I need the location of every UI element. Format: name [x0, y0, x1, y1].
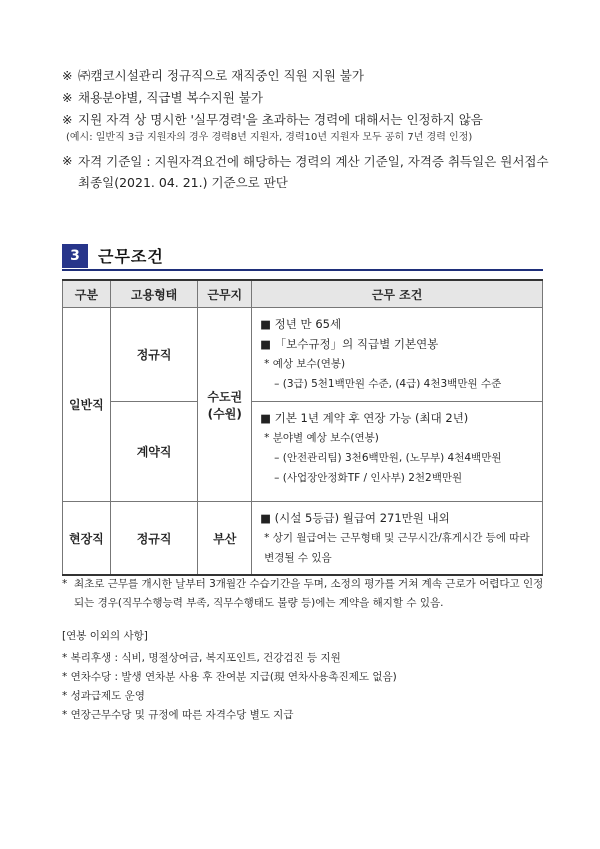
note-mark: ※	[62, 153, 73, 168]
emp-type-regular: 정규직	[110, 308, 198, 402]
note-item	[62, 88, 552, 107]
note-item	[62, 151, 552, 193]
note-text: 자격 기준일 : 지원자격요건에 해당하는 경력의 계산 기준일, 자격증 취득일은 원서접수 최종일(2021. 04. 21.) 기준으로 판단	[78, 154, 549, 190]
table-row	[63, 402, 543, 502]
header-category: 구분	[63, 280, 111, 308]
section-number: 3	[62, 244, 88, 268]
conditions-contract	[252, 402, 543, 502]
note-example-text: (예시: 일반직 3급 지원자의 경우 경력8년 지원자, 경력10년 지원자 모두 공히 7년 경력 인정)	[66, 132, 473, 143]
notes-list	[62, 66, 552, 196]
cond-line: ■ 「보수규정」의 직급별 기본연봉	[260, 337, 439, 351]
extra-item: * 복리후생 : 식비, 명절상여금, 복지포인트, 건강검진 등 지원	[62, 652, 341, 664]
note-text: 지원 자격 상 명시한 '실무경력'을 초과하는 경력에 대해서는 인정하지 않음	[78, 112, 483, 127]
cond-line: – (안전관리팀) 3천6백만원, (노무부) 4천4백만원	[274, 452, 502, 464]
note-example	[62, 131, 552, 145]
group-general: 일반직	[63, 308, 111, 502]
extra-title: [연봉 이외의 사항]	[62, 630, 148, 642]
cond-line: ■ (시설 5등급) 월급여 271만원 내외	[260, 511, 450, 525]
extra-item: * 연장근무수당 및 규정에 따른 자격수당 별도 지급	[62, 709, 294, 721]
table-row	[63, 308, 543, 402]
work-conditions-table	[62, 279, 543, 576]
cond-line: ■ 정년 만 65세	[260, 317, 342, 331]
extra-benefits	[62, 627, 546, 725]
section-title: 근무조건	[98, 247, 164, 266]
note-mark: ※	[62, 90, 73, 105]
cond-line: ■ 기본 1년 계약 후 연장 가능 (최대 2년)	[260, 411, 469, 425]
footnote-text: 최초로 근무를 개시한 날부터 3개월간 수습기간을 두며, 소정의 평가를 거쳐 계속 근로가 어렵다고 인정되는 경우(직무수행능력 부족, 직무수행태도 불량 등)에는 계약을 해지할 수 있음.	[74, 578, 544, 609]
cond-line: * 상기 월급여는 근무형태 및 근무시간/휴게시간 등에 따라 변경될 수 있음	[264, 532, 530, 564]
group-field: 현장직	[63, 502, 111, 576]
emp-type-field-regular: 정규직	[110, 502, 198, 576]
table-header-row	[63, 280, 543, 308]
section-header	[62, 242, 543, 271]
extra-item: * 성과급제도 운영	[62, 690, 145, 702]
conditions-field	[252, 502, 543, 576]
note-mark: ※	[62, 68, 73, 83]
cond-line: – (3급) 5천1백만원 수준, (4급) 4천3백만원 수준	[274, 378, 502, 390]
note-item	[62, 110, 552, 129]
cond-line: * 분야별 예상 보수(연봉)	[264, 432, 379, 444]
footnote-mark: *	[62, 578, 68, 590]
location-capital	[198, 308, 252, 502]
emp-type-contract: 계약직	[110, 402, 198, 502]
conditions-regular	[252, 308, 543, 402]
location-busan: 부산	[198, 502, 252, 576]
note-text: ㈜캠코시설관리 정규직으로 재직중인 직원 지원 불가	[78, 68, 364, 83]
header-location: 근무지	[198, 280, 252, 308]
cond-line: * 예상 보수(연봉)	[264, 358, 346, 370]
table-row	[63, 502, 543, 576]
header-conditions: 근무 조건	[252, 280, 543, 308]
probation-footnote	[62, 575, 546, 613]
cond-line: – (사업장안정화TF / 인사부) 2천2백만원	[274, 472, 463, 484]
note-item	[62, 66, 552, 85]
note-text: 채용분야별, 직급별 복수지원 불가	[78, 90, 263, 105]
note-mark: ※	[62, 112, 73, 127]
extra-item: * 연차수당 : 발생 연차분 사용 후 잔여분 지급(現 연차사용촉진제도 없음)	[62, 671, 397, 683]
location-capital-sub: (수원)	[207, 406, 242, 421]
header-employment-type: 고용형태	[110, 280, 198, 308]
location-capital-name: 수도권	[207, 389, 243, 404]
